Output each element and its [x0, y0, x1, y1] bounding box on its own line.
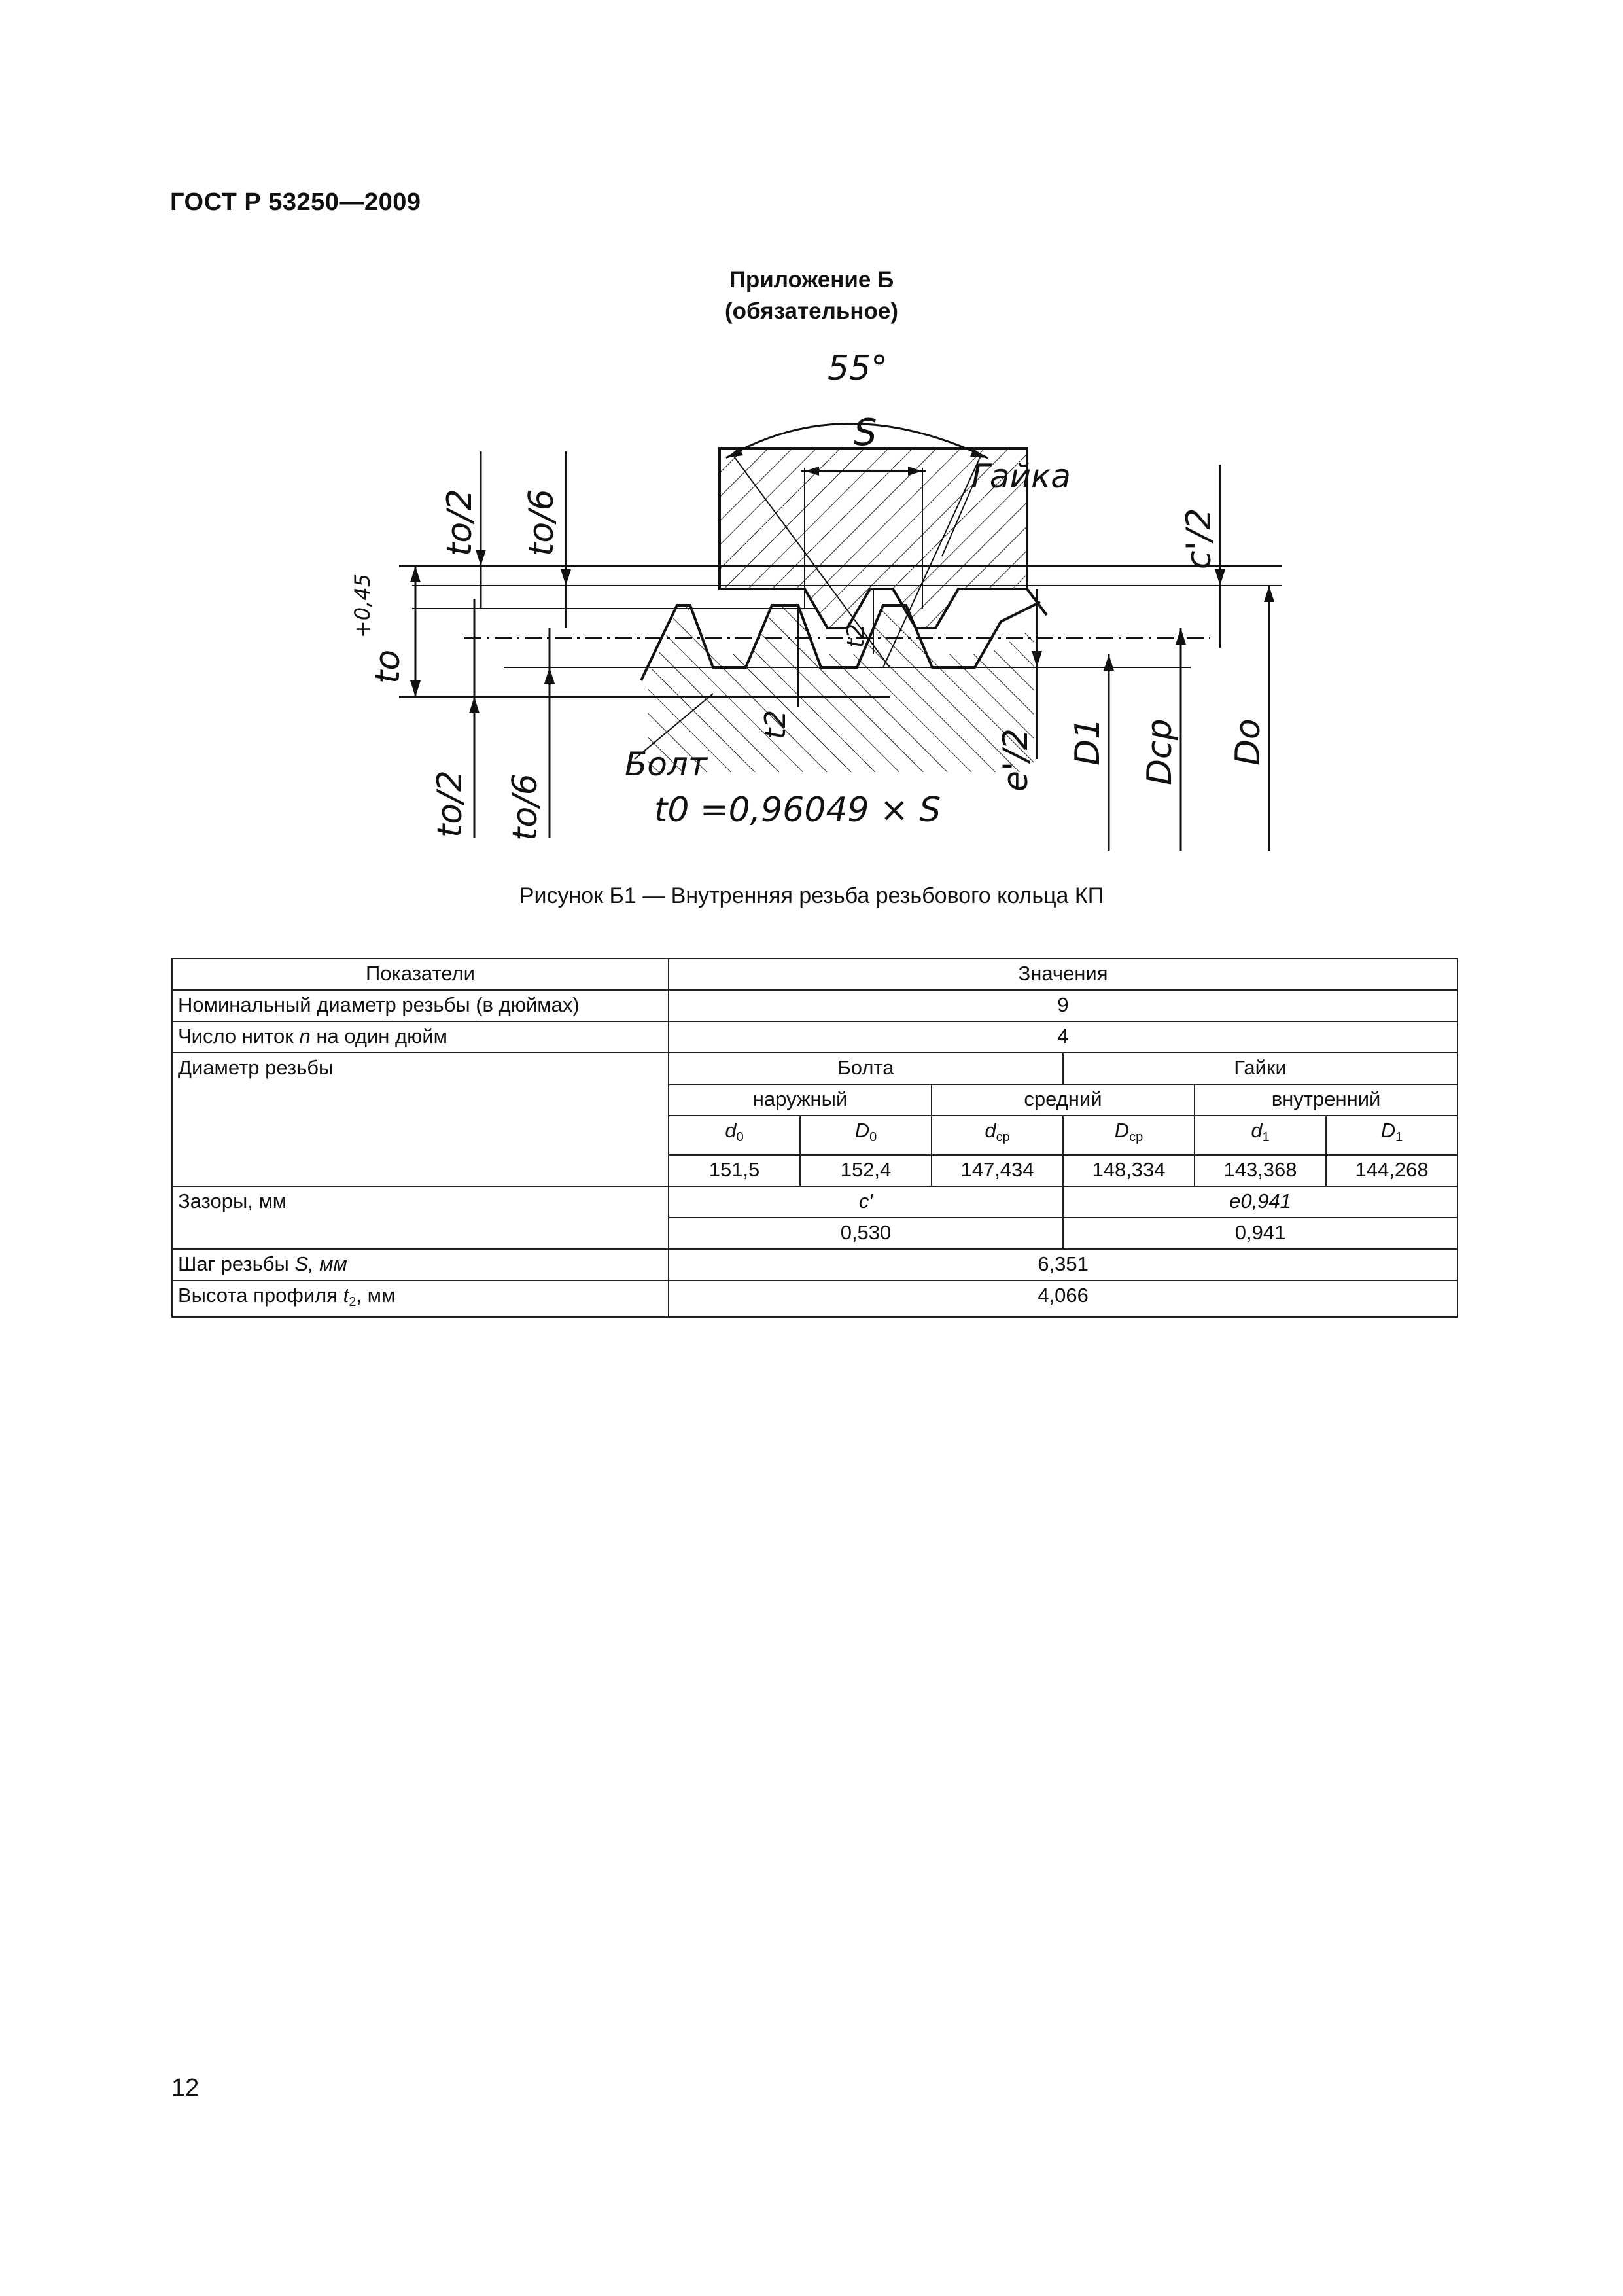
value-d0: 151,5 — [669, 1155, 800, 1186]
table-header-row — [172, 959, 1457, 990]
dim-to-half-bottom-arrow — [469, 697, 480, 713]
value-D0: 152,4 — [800, 1155, 932, 1186]
value-dcp: 147,434 — [932, 1155, 1063, 1186]
nominal-diameter-label: Номинальный диаметр резьбы (в дюймах) — [172, 990, 669, 1021]
formula-label: t0 =0,96049 × S — [654, 790, 941, 830]
dim-c-half-arrow — [1215, 569, 1225, 586]
clearance-c-value: 0,530 — [669, 1218, 1063, 1249]
to-tol-value: +0,45 — [350, 573, 375, 638]
nominal-diameter-value: 9 — [669, 990, 1457, 1021]
Do-label: Do — [1229, 718, 1268, 766]
c-half-label: c'/2 — [1179, 508, 1219, 569]
outer-header: наружный — [669, 1084, 932, 1116]
symbol-d1: $d_1$ — [1195, 1116, 1326, 1155]
document-id: ГОСТ Р 53250—2009 — [170, 188, 421, 216]
dim-Dcp-arrow — [1176, 628, 1186, 645]
clearance-e-symbol: е0,941 — [1063, 1186, 1457, 1218]
clearance-e-value: 0,941 — [1063, 1218, 1457, 1249]
header-values: Значения — [669, 959, 1457, 990]
dim-D1-arrow — [1104, 654, 1114, 671]
symbol-D0: $D_0$ — [800, 1116, 932, 1155]
page-number: 12 — [171, 2074, 200, 2102]
to-half-top-label: to/2 — [440, 489, 480, 556]
header-param: Показатели — [172, 959, 669, 990]
table-row — [172, 1280, 1457, 1317]
dim-to-sixth-bottom-arrow — [544, 667, 555, 684]
annex-status: (обязательное) — [724, 298, 898, 324]
symbol-Dcp: $D_{ср}$ — [1063, 1116, 1195, 1155]
to-sixth-top-label: to/6 — [522, 489, 561, 556]
angle-label: 55° — [828, 349, 888, 388]
bolt-label: Болт — [625, 745, 707, 783]
profile-height-value: 4,066 — [669, 1280, 1457, 1317]
profile-height-label: Высота профиля $t_2$, мм — [172, 1280, 669, 1317]
pitch-label: Шаг резьбы S, мм — [172, 1249, 669, 1280]
inner-header: внутренний — [1195, 1084, 1457, 1116]
clearances-label: Зазоры, мм — [172, 1186, 669, 1249]
to-half-bottom-label: to/2 — [430, 770, 470, 838]
e-half-label: e'/2 — [996, 728, 1036, 792]
thread-diameter-label: Диаметр резьбы — [172, 1053, 669, 1186]
table-row — [172, 1249, 1457, 1280]
symbol-D1: $D_1$ — [1326, 1116, 1457, 1155]
pitch-label: S — [854, 412, 877, 454]
table-row — [172, 1053, 1457, 1084]
pitch-value: 6,351 — [669, 1249, 1457, 1280]
dim-to-arrow-up — [410, 566, 421, 582]
value-Dcp: 148,334 — [1063, 1155, 1195, 1186]
D1-label: D1 — [1068, 717, 1108, 766]
threads-per-inch-label: Число ниток n на один дюйм — [172, 1021, 669, 1053]
t2-bolt-label: t2 — [759, 709, 792, 739]
threads-per-inch-value: 4 — [669, 1021, 1457, 1053]
symbol-d0: $d_0$ — [669, 1116, 800, 1155]
figure-caption: Рисунок Б1 — Внутренняя резьба резьбового кольца КП — [519, 883, 1104, 908]
bolt-header: Болта — [669, 1053, 1063, 1084]
thread-profile-drawing — [347, 340, 1315, 864]
to-tol-label: to — [368, 649, 408, 684]
mean-header: средний — [932, 1084, 1195, 1116]
table-row — [172, 990, 1457, 1021]
to-sixth-bottom-label: to/6 — [506, 773, 545, 841]
symbol-dcp: $d_{ср}$ — [932, 1116, 1063, 1155]
nut-header: Гайки — [1063, 1053, 1457, 1084]
table-row — [172, 1186, 1457, 1218]
clearance-c-symbol: c′ — [669, 1186, 1063, 1218]
Dcp-label: Dcp — [1140, 718, 1179, 785]
value-d1: 143,368 — [1195, 1155, 1326, 1186]
annex-title: Приложение Б — [729, 267, 894, 292]
value-D1: 144,268 — [1326, 1155, 1457, 1186]
annex-heading — [0, 264, 1623, 327]
dim-to-sixth-top-arrow — [561, 569, 571, 586]
t2-nut-label: t2 — [843, 623, 869, 648]
nut-label: Гайка — [971, 457, 1071, 495]
thread-profile-figure — [347, 340, 1315, 864]
table-row — [172, 1021, 1457, 1053]
thread-parameters-table — [171, 958, 1458, 1318]
dim-Do-arrow — [1264, 586, 1274, 602]
dim-to-arrow-down — [410, 680, 421, 697]
